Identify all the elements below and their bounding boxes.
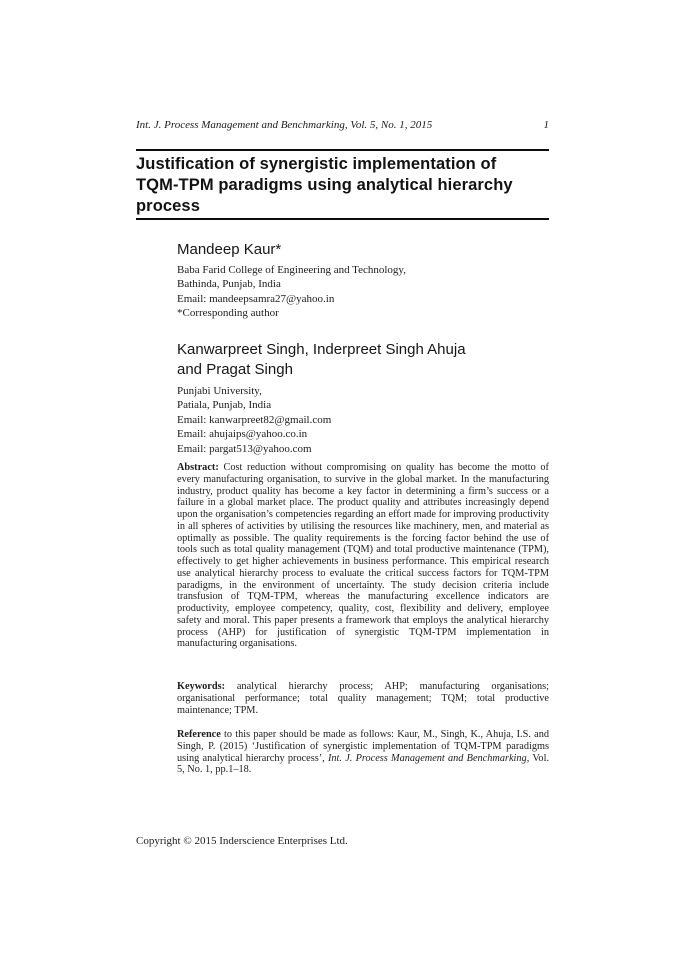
author-name-line: and Pragat Singh bbox=[177, 360, 293, 378]
author-name-coauthors bbox=[177, 340, 466, 379]
corresponding-author-note: *Corresponding author bbox=[177, 307, 279, 320]
reference-text-before-journal: to this paper should be made as follows: Kaur, M., Singh, K., Ahuja, I.S. and Singh, P. (2015) ‘Justification of synergistic implementation of TQM-TPM paradigms using analytical hierarchy process’, bbox=[177, 729, 549, 764]
paper-title-line: process bbox=[136, 197, 200, 215]
reference-journal-name: Int. J. Process Management and Benchmarking bbox=[327, 752, 527, 764]
abstract bbox=[177, 462, 549, 650]
reference-citation bbox=[177, 729, 549, 776]
title-rule-top bbox=[136, 149, 549, 151]
keywords-label: Keywords: bbox=[177, 681, 226, 692]
title-rule-bottom bbox=[136, 218, 549, 220]
author-email: Email: kanwarpreet82@gmail.com bbox=[177, 413, 332, 426]
journal-header-text: Int. J. Process Management and Benchmarking, Vol. 5, No. 1, 2015 bbox=[136, 119, 433, 131]
keywords-text: analytical hierarchy process; AHP; manufacturing organisations; organisational performance; total quality management; TQM; total productive maintenance; TPM. bbox=[177, 681, 550, 716]
author-email: Email: pargat513@yahoo.com bbox=[177, 442, 312, 455]
reference-label: Reference bbox=[177, 729, 221, 740]
reference-text-after-journal: , Vol. 5, No. 1, pp.1–18. bbox=[177, 752, 550, 776]
page-number: 1 bbox=[543, 119, 549, 131]
paper-title bbox=[136, 154, 566, 217]
paper-title-line: TQM-TPM paradigms using analytical hierarchy bbox=[136, 176, 513, 194]
author-affiliation-primary bbox=[177, 263, 406, 321]
affiliation-line: Punjabi University, bbox=[177, 385, 262, 397]
author-email: Email: ahujaips@yahoo.co.in bbox=[177, 428, 308, 441]
keywords bbox=[177, 681, 549, 716]
abstract-label: Abstract: bbox=[177, 462, 219, 473]
author-name-line: Kanwarpreet Singh, Inderpreet Singh Ahuja bbox=[177, 341, 466, 358]
author-email: Email: mandeepsamra27@yahoo.in bbox=[177, 292, 335, 305]
affiliation-line: Baba Farid College of Engineering and Technology, bbox=[177, 264, 406, 276]
author-name-line: Mandeep Kaur* bbox=[177, 241, 282, 258]
copyright-notice: Copyright © 2015 Inderscience Enterprises Ltd. bbox=[136, 835, 348, 847]
affiliation-line: Bathinda, Punjab, India bbox=[177, 278, 281, 291]
running-header bbox=[136, 119, 549, 131]
paper-title-line: Justification of synergistic implementation of bbox=[136, 155, 497, 173]
author-affiliation-coauthors bbox=[177, 384, 331, 456]
author-name-primary bbox=[177, 240, 281, 260]
abstract-text: Cost reduction without compromising on quality has become the motto of every manufacturing organisation, to survive in the global market. In the manufacturing industry, product quality has become a key factor in determining a firm’s success or a failure in a global market place. The product quality and attributes increasingly depend upon the organisation’s competencies regarding an effort made for improving productivity in all spheres of activities by utilising the resources like machinery, men, and material as optimally as possible. The quality requirements is the forcing factor behind the use of tools such as total quality management (TQM) and total productive maintenance (TPM), effectively to get higher achievements in business performance. This empirical research use analytical hierarchy process to evaluate the critical success factors for TQM-TPM paradigms, in the environment of uncertainty. The study decision criteria include transfusion of TQM-TPM, whereas the manufacturing excellence indicators are productivity, employee competency, quality, cost, flexibility and delivery, employee safety and moral. This paper presents a framework that employs the analytical hierarchy process (AHP) for justification of synergistic TQM-TPM implementation in manufacturing organisations. bbox=[177, 462, 549, 650]
affiliation-line: Patiala, Punjab, India bbox=[177, 399, 272, 412]
